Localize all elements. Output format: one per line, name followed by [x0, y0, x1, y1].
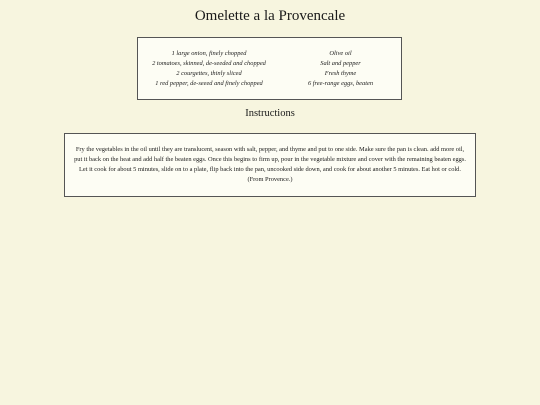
instructions-box: [64, 133, 476, 197]
instructions-heading: Instructions: [245, 108, 295, 119]
recipe-title: Omelette a la Provencale: [194, 8, 346, 24]
ingredient-item: 2 courgettes, thinly sliced: [176, 70, 242, 77]
ingredients-left-column: [138, 49, 280, 99]
ingredient-item: Fresh thyme: [324, 70, 357, 77]
ingredient-item: Salt and pepper: [320, 60, 361, 67]
ingredient-item: 2 tomatoes, skinned, de-seeded and chopped: [152, 60, 266, 67]
ingredient-item: 1 red pepper, de-seeed and finely chopped: [155, 80, 263, 87]
ingredients-right-column: [280, 49, 401, 99]
ingredients-box: [137, 37, 402, 100]
instructions-text: Fry the vegetables in the oil until they are translucent, season with salt, pepper, and thyme and put to one side. Make sure the pan is clean. add more oil, put it back on the heat and add half the beaten eggs. Once this begins to firm up, pour in the vegetable mixture and cover with the remaining beaten eggs. Let it cook for about 5 minutes, slide on to a plate, flip back into the pan, uncooked side down, and cook for about another 5 minutes. Eat hot or cold. (From Provence.): [74, 146, 466, 183]
ingredient-item: 6 free-range eggs, beaten: [307, 80, 374, 87]
ingredient-item: 1 large onion, finely chopped: [171, 50, 247, 57]
ingredient-item: Olive oil: [329, 50, 352, 57]
